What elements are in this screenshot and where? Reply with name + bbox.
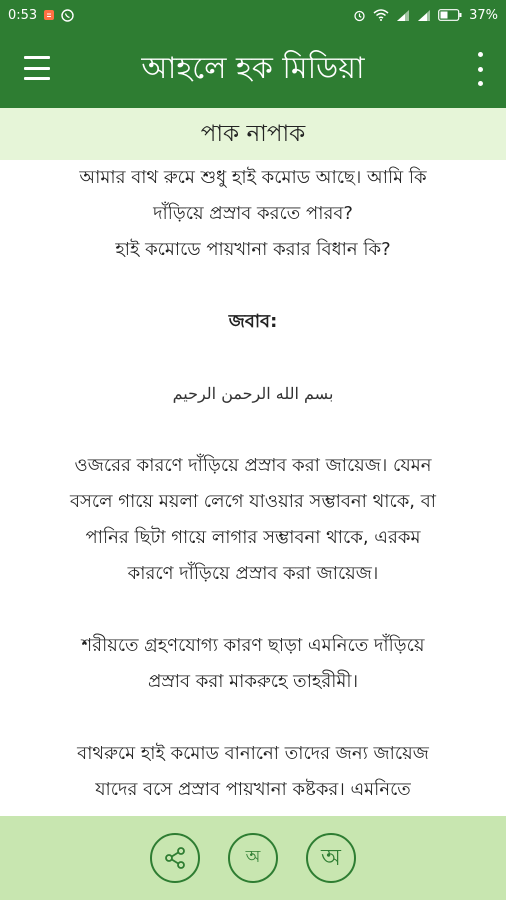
share-icon xyxy=(162,845,188,871)
app-title: আহলে হক মিডিয়া xyxy=(141,50,365,86)
font-increase-button[interactable] xyxy=(306,833,356,883)
more-vert-icon[interactable] xyxy=(474,52,486,86)
status-right xyxy=(353,8,498,23)
status-bar xyxy=(0,0,506,30)
paragraph-line: পানির ছিটা গায়ে লাগার সম্ভাবনা থাকে, এরকম xyxy=(85,527,421,548)
font-decrease-label: অ xyxy=(245,847,261,867)
battery-icon xyxy=(438,9,462,21)
paragraph-line: কারণে দাঁড়িয়ে প্রস্রাব করা জায়েজ। xyxy=(127,563,379,584)
more-dot xyxy=(478,81,483,86)
signal-icon xyxy=(396,9,410,21)
battery-percent: 37% xyxy=(469,7,498,23)
spacer xyxy=(0,412,506,448)
spacer xyxy=(0,592,506,628)
notification-app-icon xyxy=(43,9,55,21)
paragraph-line: শরীয়তে গ্রহণযোগ্য কারণ ছাড়া এমনিতে দাঁড়িয়ে xyxy=(81,635,425,656)
bottom-action-bar xyxy=(0,816,506,900)
paragraph-line: ওজরের কারণে দাঁড়িয়ে প্রস্রাব করা জায়েজ। যেমন xyxy=(74,455,432,476)
answer-label: জবাব: xyxy=(228,311,278,332)
alarm-icon xyxy=(353,9,366,22)
bismillah-text: بسم الله الرحمن الرحيم xyxy=(172,384,334,403)
paragraph-line: বাথরুমে হাই কমোড বানানো তাদের জন্য জায়েজ xyxy=(77,743,429,764)
spacer xyxy=(0,340,506,376)
status-time: 0:53 xyxy=(8,7,38,23)
wifi-icon xyxy=(373,9,389,21)
whatsapp-icon xyxy=(61,9,74,22)
signal-icon xyxy=(417,9,431,21)
paragraph-line: যাদের বসে প্রস্রাব পায়খানা কষ্টকর। এমনিতে xyxy=(95,779,411,800)
more-dot xyxy=(478,67,483,72)
article-content[interactable] xyxy=(0,160,506,816)
question-line: হাই কমোডে পায়খানা করার বিধান কি? xyxy=(115,239,391,260)
status-left xyxy=(8,8,74,23)
more-dot xyxy=(478,52,483,57)
paragraph-line: প্রস্রাব করা মাকরুহে তাহরীমী। xyxy=(147,671,358,692)
question-line: দাঁড়িয়ে প্রস্রাব করতে পারব? xyxy=(153,203,353,224)
app-bar xyxy=(0,30,506,108)
spacer xyxy=(0,268,506,304)
paragraph-line: বসলে গায়ে ময়লা লেগে যাওয়ার সম্ভাবনা থাকে, বা xyxy=(70,491,436,512)
font-decrease-button[interactable] xyxy=(228,833,278,883)
spacer xyxy=(0,700,506,736)
font-increase-label: অ xyxy=(321,844,341,871)
section-title: পাক নাপাক xyxy=(0,108,506,160)
question-line: আমার বাথ রুমে শুধু হাই কমোড আছে। আমি কি xyxy=(79,167,427,188)
share-button[interactable] xyxy=(150,833,200,883)
